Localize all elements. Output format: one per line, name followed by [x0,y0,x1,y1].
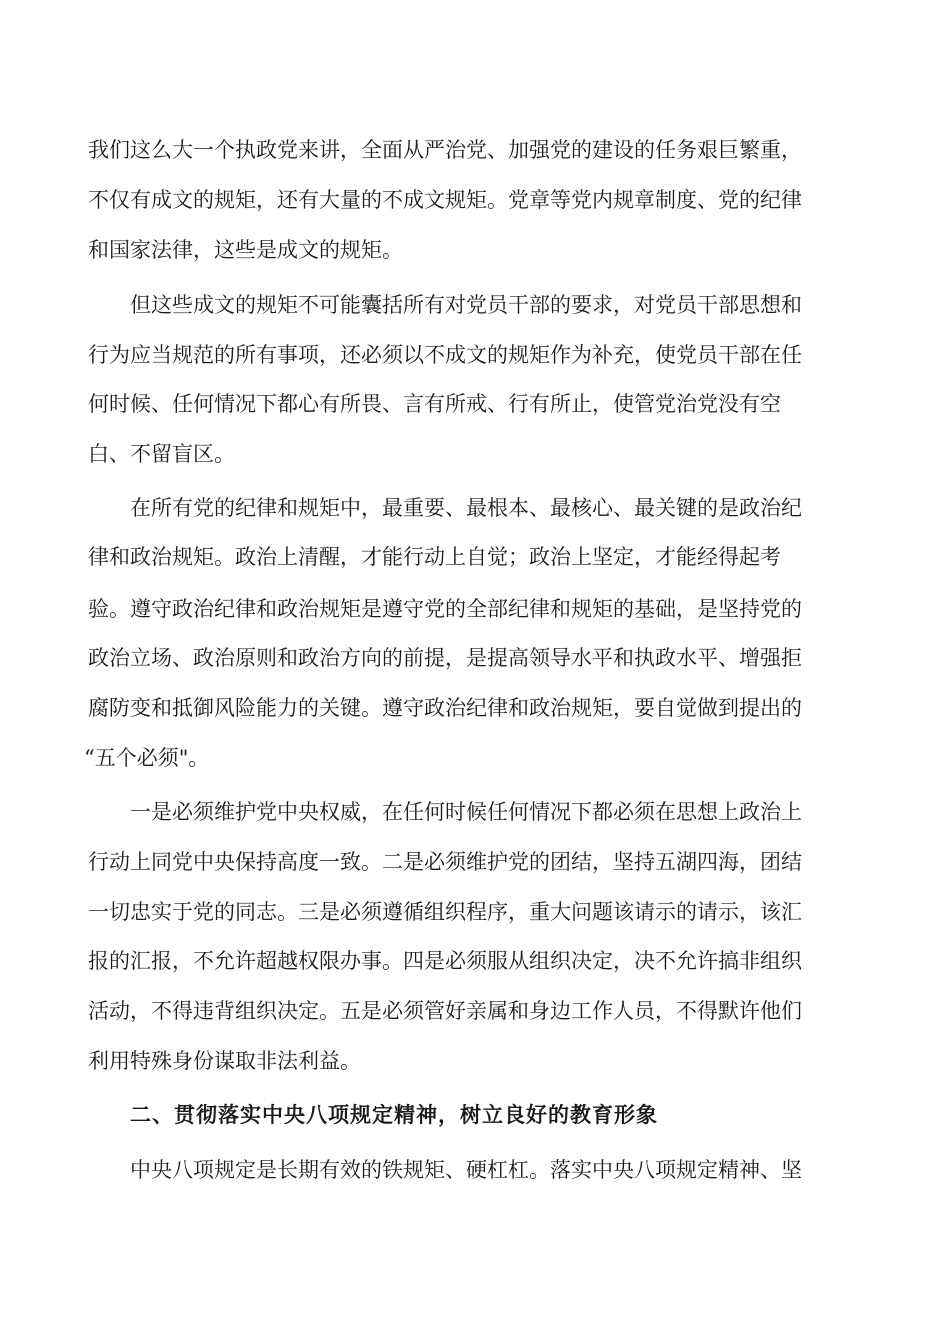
text-line: 行动上同党中央保持高度一致。二是必须维护党的团结，坚持五湖四海，团结 [88,850,802,874]
text-line: 验。遵守政治纪律和政治规矩是遵守党的全部纪律和规矩的基础，是坚持党的 [88,597,802,621]
text-line: 活动，不得违背组织决定。五是必须管好亲属和身边工作人员，不得默许他们 [88,999,802,1023]
text-line: 不仅有成文的规矩，还有大量的不成文规矩。党章等党内规章制度、党的纪律 [88,188,802,212]
text-line: 白、不留盲区。 [88,442,235,466]
text-line: 一切忠实于党的同志。三是必须遵循组织程序，重大问题该请示的请示，该汇 [88,900,802,924]
text-line: 何时候、任何情况下都心有所畏、言有所戒、行有所止，使管党治党没有空 [88,392,781,416]
text-line: 我们这么大一个执政党来讲，全面从严治党、加强党的建设的任务艰巨繁重， [88,138,802,162]
paragraph-first-line: 中央八项规定是长期有效的铁规矩、硬杠杠。落实中央八项规定精神、坚 [130,1158,802,1182]
text-line: 利用特殊身份谋取非法利益。 [88,1049,361,1073]
paragraph-first-line: 一是必须维护党中央权威，在任何时候任何情况下都必须在思想上政治上 [130,800,802,824]
text-line: 报的汇报，不允许超越权限办事。四是必须服从组织决定，决不允许搞非组织 [88,949,802,973]
paragraph-first-line: 但这些成文的规矩不可能囊括所有对党员干部的要求，对党员干部思想和 [130,293,802,317]
text-line: “五个必须"。 [84,746,210,770]
text-line: 行为应当规范的所有事项，还必须以不成文的规矩作为补充，使党员干部在任 [88,343,802,367]
text-line: 律和政治规矩。政治上清醒，才能行动上自觉；政治上坚定，才能经得起考 [88,545,781,569]
text-line: 政治立场、政治原则和政治方向的前提，是提高领导水平和执政水平、增强拒 [88,646,802,670]
paragraph-first-line: 在所有党的纪律和规矩中，最重要、最根本、最核心、最关键的是政治纪 [130,496,802,520]
section-heading: 二、贯彻落实中央八项规定精神，树立良好的教育形象 [130,1103,658,1127]
text-line: 腐防变和抵御风险能力的关键。遵守政治纪律和政治规矩，要自觉做到提出的 [88,696,802,720]
text-line: 和国家法律，这些是成文的规矩。 [88,238,403,262]
